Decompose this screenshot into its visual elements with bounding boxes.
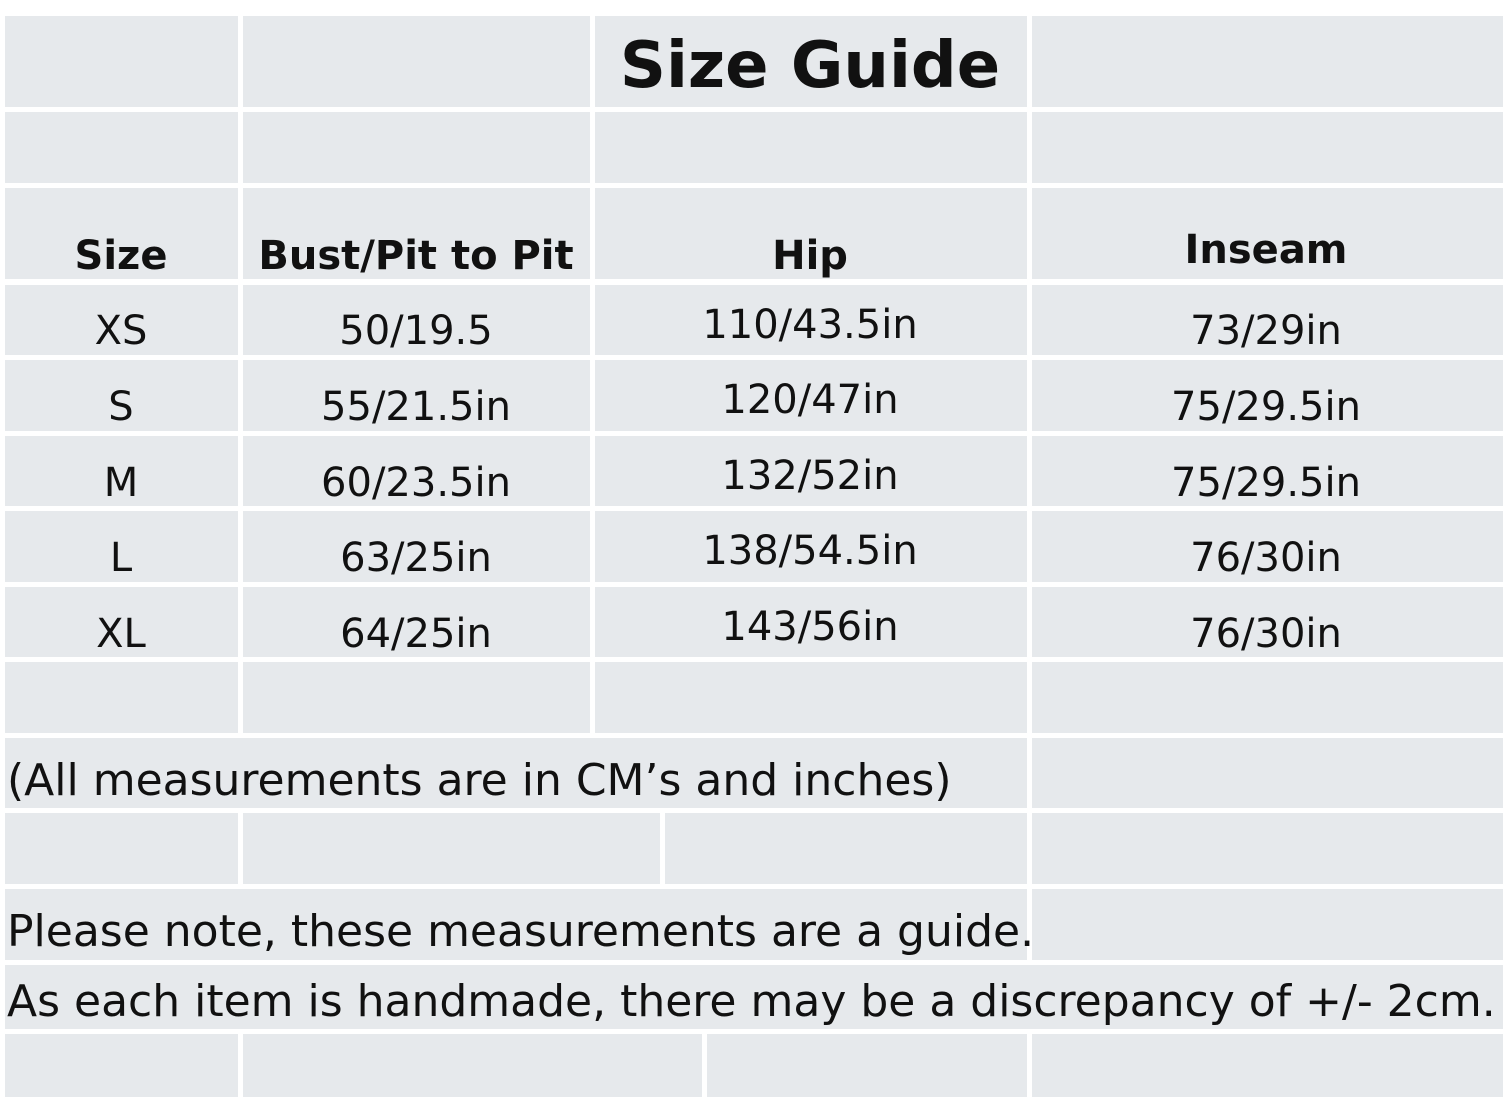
cell-inseam-l: 76/30in (1190, 535, 1342, 581)
units-note: (All measurements are in CM’s and inches) (7, 755, 952, 806)
grid-cell (5, 813, 238, 884)
grid-cell (243, 16, 590, 107)
grid-cell (1032, 813, 1503, 884)
cell-hip-xs: 110/43.5in (702, 302, 918, 348)
cell-size-l: L (109, 535, 133, 581)
cell-bust-m: 60/23.5in (321, 460, 511, 506)
grid-cell (5, 16, 238, 107)
cell-bust-l: 63/25in (340, 535, 492, 581)
cell-bust-xs: 50/19.5 (339, 308, 493, 354)
page-title: Size Guide (619, 29, 1001, 103)
cell-inseam-m: 75/29.5in (1171, 460, 1361, 506)
grid-cell (665, 813, 1027, 884)
discrepancy-note: As each item is handmade, there may be a discrepancy of +/- 2cm. (7, 976, 1496, 1027)
grid-cell (1032, 889, 1503, 960)
grid-cell (707, 1034, 1027, 1097)
grid-cell (1032, 662, 1503, 733)
grid-cell (595, 112, 1027, 183)
cell-inseam-s: 75/29.5in (1171, 384, 1361, 430)
grid-cell (1032, 16, 1503, 107)
cell-inseam-xs: 73/29in (1190, 308, 1342, 354)
cell-hip-xl: 143/56in (721, 604, 899, 650)
cell-size-xs: XS (94, 308, 148, 354)
cell-bust-xl: 64/25in (340, 611, 492, 657)
grid-cell (243, 813, 660, 884)
grid-cell (1032, 112, 1503, 183)
guide-note: Please note, these measurements are a guide. (7, 906, 1035, 957)
grid-cell (5, 112, 238, 183)
cell-size-xl: XL (96, 611, 146, 657)
cell-bust-s: 55/21.5in (321, 384, 511, 430)
column-header-inseam: Inseam (1184, 227, 1348, 273)
grid-cell (1032, 1034, 1503, 1097)
cell-hip-l: 138/54.5in (702, 528, 918, 574)
grid-cell (1032, 738, 1503, 808)
grid-cell (5, 1034, 238, 1097)
cell-hip-s: 120/47in (721, 377, 899, 423)
cell-size-m: M (103, 460, 139, 506)
grid-cell (5, 662, 238, 733)
cell-inseam-xl: 76/30in (1190, 611, 1342, 657)
grid-cell (243, 112, 590, 183)
cell-hip-m: 132/52in (721, 453, 899, 499)
cell-size-s: S (108, 384, 134, 430)
grid-cell (243, 1034, 702, 1097)
column-header-hip: Hip (772, 233, 848, 279)
grid-cell (243, 662, 590, 733)
column-header-size: Size (74, 233, 168, 279)
column-header-bust: Bust/Pit to Pit (258, 233, 574, 279)
grid-cell (595, 662, 1027, 733)
